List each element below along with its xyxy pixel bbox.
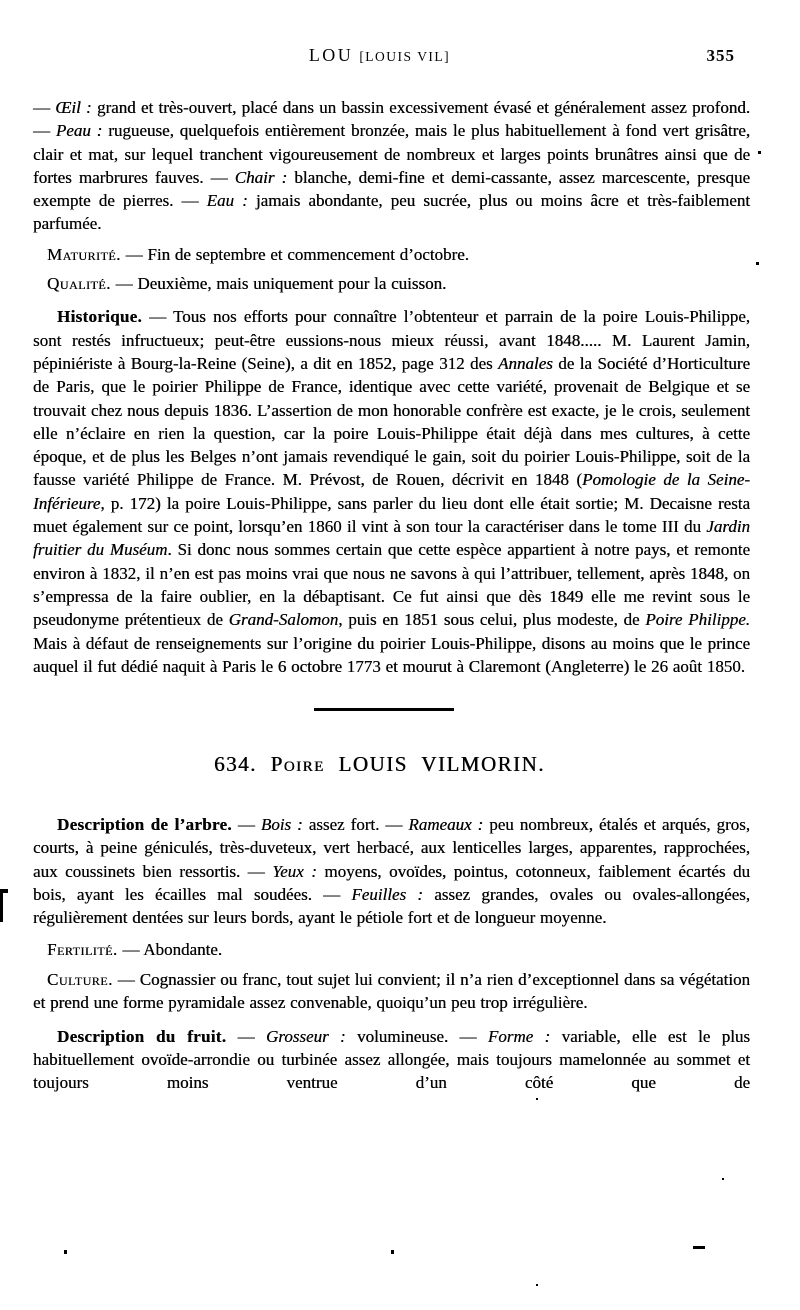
text-segment: Chair : [234,167,295,187]
entry-genus: Poire [270,752,325,777]
text-segment: Culture. [47,969,113,989]
text-segment: Grosseur : [265,1026,358,1046]
scan-artifact-left-edge-tick [0,889,8,893]
page-header [33,45,750,69]
section-divider-rule [314,708,454,711]
text-segment: Historique. [57,307,142,327]
para-description-arbre [33,813,750,929]
text-segment: Annales [498,353,553,373]
text-segment: rugueuse, quelquefois entièrement bronzée, mais le plus habituellement à fond vert grisâtre, clair et mat, sur lequel tranchent vigoureusement de nombreux et larges points brunâtres ainsi que de fortes marbrures fauves. — [33,121,751,187]
entry-name: LOUIS VILMORIN. [338,752,545,777]
entry-number: 634. [214,752,257,777]
text-segment: blanche, demi-fine et demi-cassante, assez marcescente, presque exempte de pierres. — [33,167,750,211]
text-segment: — Tous nos efforts pour connaître l’obtenteur et parrain de la poire Louis-Philippe, sont restés infructueux; peut-être eussions-nous mieux réussi, avant 1848..... M. Laurent Jamin, pépiniériste à Bourg-la-Reine (Seine), a dit en 1852, page 312 des [33,307,750,373]
running-title-bracket: [LOUIS VIL] [359,49,451,64]
text-segment: — Fin de septembre et commencement d’octobre. [120,244,469,264]
ink-speck [391,1250,394,1254]
text-segment: assez fort. — [308,815,409,835]
text-segment: Œil : [55,98,97,117]
para-historique [33,305,750,678]
ink-speck [722,1178,724,1180]
entry-maturite [33,243,750,266]
text-segment: — [226,1026,266,1046]
text-segment: Rameaux : [408,815,490,835]
text-segment: , p. 172) la poire Louis-Philippe, sans parler du lieu dont elle était sortie; M. Decaisne resta muet également sur ce point, lorsqu’en 1860 il vint à son tour la caractériser dans le tome III du [33,493,750,537]
text-segment: volumineuse. — [357,1026,488,1046]
entry-culture [33,968,750,1015]
ink-speck [64,1250,67,1254]
text-segment: Jardin fruitier du Muséum [33,517,750,560]
ink-speck [758,151,761,154]
section-heading [21,751,738,777]
entry-fertilite [33,938,750,961]
scan-artifact-left-edge [0,889,3,922]
text-segment: Description de l’arbre. [57,815,232,835]
text-segment: — Abondante. [117,939,223,959]
text-segment: Forme : [487,1026,562,1046]
text-segment: assez grandes, ovales ou ovales-allongées, régulièrement dentées sur leurs bords, ayant le pétiole fort et de longueur moyenne. [33,885,750,928]
text-segment: jamais abondante, peu sucrée, plus ou moins âcre et très-faiblement parfumée. [33,191,750,234]
text-segment: — [33,98,56,117]
text-segment: Mais à défaut de renseignements sur l’origine du poirier Louis-Philippe, disons au moins que le prince auquel il fut dédié naquit à Paris le 6 octobre 1773 et mourut à Claremont (Angleterre) le 26 août 1850. [33,633,750,676]
text-segment: . Si donc nous sommes certain que cette espèce appartient à notre pays, et remonte environ à 1832, il n’en est pas moins vrai que nous ne savons à qui l’attribuer, tellement, après 1848, on s’empressa de la faire oublier, en la débaptisant. Ce fut ainsi que dès 1849 elle me revint sous le pseudonyme prétentieux de [33,540,750,630]
text-segment: Description du fruit. [57,1026,227,1046]
text-segment: de la Société d’Horticulture de Paris, que le poirier Philippe de France, identique avec cette variété, provenait de Belgique et se trouvait chez nous depuis 1836. L’assertion de mon honorable confrère est exacte, je le crois, seulement elle n’éclaire en rien la question, car la poire Louis-Philippe était déjà dans mes cultures, à cette époque, et de plus les Belges n’ont jamais revendiqué le gain, soit du poirier Louis-Philippe, soit de la fausse variété Philippe de France. M. Prévost, de Rouen, décrivit en 1848 ( [33,353,750,490]
text-segment: moyens, ovoïdes, pointus, cotonneux, faiblement écartés du bois, ayant les écailles mal soudées. — [33,861,750,905]
text-segment: Maturité. [47,244,121,264]
ink-speck [536,1098,538,1100]
text-segment: Qualité. [47,274,111,294]
text-segment: Bois : [260,815,309,835]
text-segment: Grand-Salomon [228,610,339,630]
running-title-main: LOU [308,45,354,65]
text-segment: Poire Philippe. [645,610,750,630]
text-segment: Pomologie de la Seine-Inférieure [33,470,750,513]
entry-qualite [33,272,750,295]
page-number: 355 [706,46,735,65]
para-description-oeil-peau-chair-eau [33,96,750,236]
text-segment: — [231,815,261,835]
ink-speck [756,262,759,265]
text-segment: variable, elle est le plus habituellement ovoïde-arrondie ou turbinée assez allongée, mais toujours mamelonnée au sommet et toujours moins ventrue d’un côté que de [33,1026,751,1093]
text-segment: grand et très-ouvert, placé dans un bassin excessivement évasé et généralement assez profond. — [33,98,751,141]
text-segment: , puis en 1851 sous celui, plus modeste, de [338,610,646,630]
para-description-fruit [33,1025,750,1095]
text-segment: peu nombreux, étalés et arqués, gros, courts, à peine géniculés, très-duveteux, vert herbacé, aux lenticelles larges, apparentes, rapprochées, aux coussinets bien ressortis. — [33,815,750,881]
running-title [21,45,738,66]
text-segment: Eau : [206,191,256,211]
text-segment: — Deuxième, mais uniquement pour la cuisson. [110,274,447,294]
text-segment: Peau : [55,121,109,141]
text-segment: Yeux : [272,861,325,881]
text-segment: Feuilles : [351,885,435,905]
text-segment: Fertilité. [47,939,118,959]
text-segment: — Cognassier ou franc, tout sujet lui convient; il n’a rien d’exceptionnel dans sa végétation et prend une forme pyramidale assez convenable, quoiqu’un peu trop irrégulière. [33,969,750,1013]
ink-speck [693,1246,705,1249]
ink-speck [536,1284,538,1286]
